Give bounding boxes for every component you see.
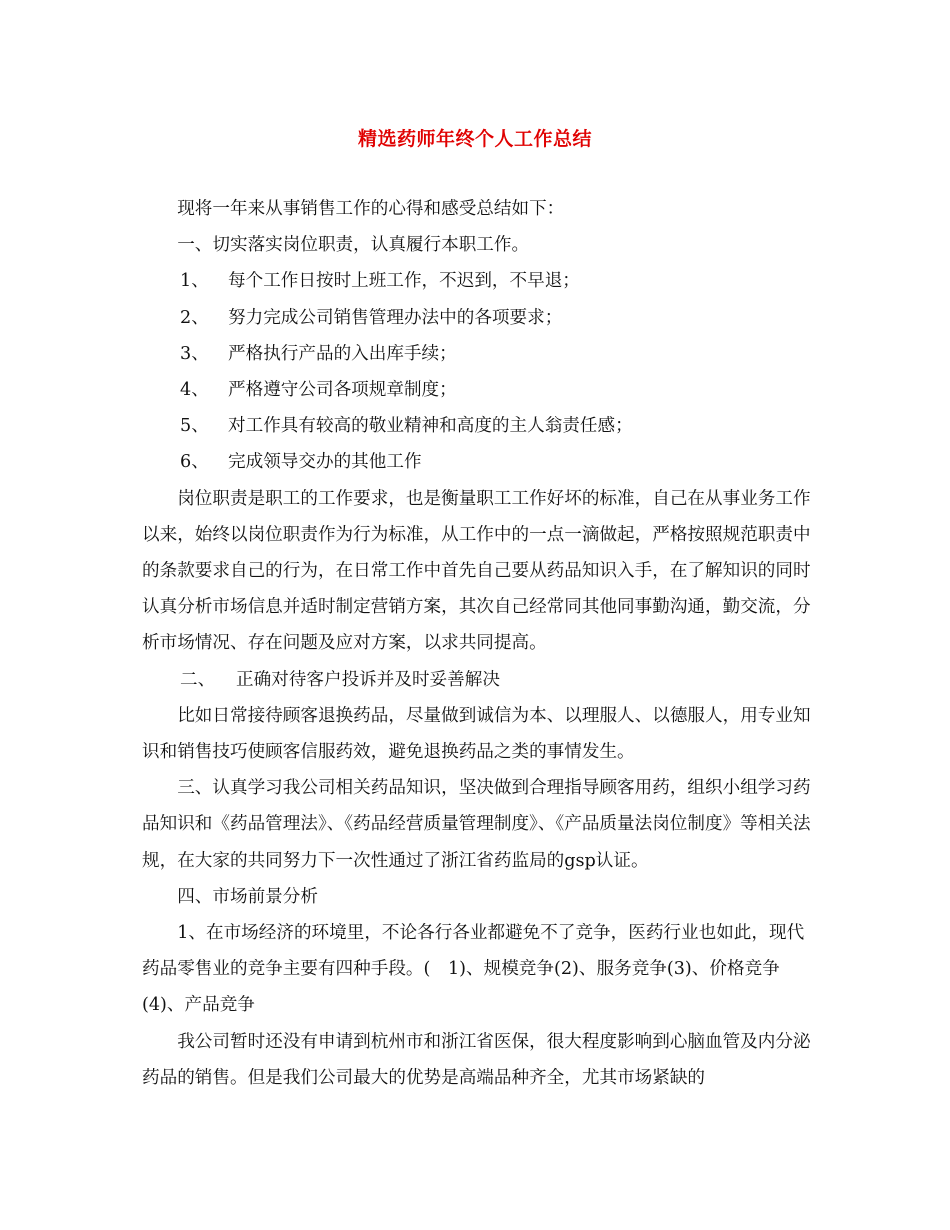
list-item-number: 4、 — [180, 380, 209, 401]
market-paragraph: 1、在市场经济的环境里，不论各行各业都避免不了竞争，医药行业也如此，现代药品零售业的竞争主要有四种手段。( 1)、规模竞争(2)、服务竞争(3)、价格竞争(4)、产品竞争 — [142, 923, 805, 1016]
company-paragraph: 我公司暂时还没有申请到杭州市和浙江省医保，很大程度影响到心脑血管及内分泌药品的销售。但是我们公司最大的优势是高端品种齐全，尤其市场紧缺的 — [142, 1031, 811, 1088]
section-4-heading: 四、市场前景分析 — [177, 886, 318, 907]
list-item — [142, 336, 812, 372]
list-item — [142, 408, 812, 444]
list-item-text: 对工作具有较高的敬业精神和高度的主人翁责任感； — [228, 416, 633, 437]
list-item-number: 1、 — [180, 271, 209, 292]
list-item-number: 6、 — [180, 452, 209, 473]
complaints-paragraph: 比如日常接待顾客退换药品，尽量做到诚信为本、以理服人、以德服人，用专业知识和销售技巧使顾客信服药效，避免退换药品之类的事情发生。 — [142, 705, 811, 763]
list-item-number: 2、 — [180, 307, 209, 328]
section-3-paragraph: 三、认真学习我公司相关药品知识，坚决做到合理指导顾客用药，组织小组学习药品知识和《药品管理法》、《药品经营质量管理制度》、《产品质量法岗位制度》等相关法规，在大家的共同努力下一次性通过了浙江省药监局的gsp认证。 — [142, 778, 811, 871]
section-2-text: 正确对待客户投诉并及时妥善解决 — [236, 669, 500, 690]
document-title: 精选药师年终个人工作总结 — [357, 128, 592, 150]
section-1-heading: 一、切实落实岗位职责，认真履行本职工作。 — [177, 235, 530, 256]
list-item-number: 3、 — [180, 343, 209, 364]
duty-paragraph: 岗位职责是职工的工作要求，也是衡量职工工作好坏的标准，自己在从事业务工作以来，始终以岗位职责作为行为标准，从工作中的一点一滴做起，严格按照规范职责中的条款要求自己的行为，在日常工作中首先自己要从药品知识入手，在了解知识的同时认真分析市场信息并适时制定营销方案，其次自己经常同其他同事勤沟通，勤交流，分析市场情况、存在问题及应对方案，以求共同提高。 — [142, 488, 811, 654]
list-item — [142, 300, 812, 336]
list-item-text: 完成领导交办的其他工作 — [228, 452, 422, 473]
section-2-number: 二、 — [180, 669, 216, 690]
list-item — [142, 263, 812, 299]
list-item — [142, 372, 812, 408]
list-item-number: 5、 — [180, 416, 209, 437]
section-2-heading — [142, 662, 812, 698]
intro-paragraph: 现将一年来从事销售工作的心得和感受总结如下： — [177, 199, 565, 219]
list-item-text: 每个工作日按时上班工作，不迟到，不早退； — [228, 271, 580, 292]
document-body — [142, 191, 812, 1096]
list-item-text: 努力完成公司销售管理办法中的各项要求； — [228, 307, 563, 328]
list-item-text: 严格执行产品的入出库手续； — [228, 343, 457, 364]
list-item-text: 严格遵守公司各项规章制度； — [228, 380, 457, 401]
list-item — [142, 444, 812, 480]
